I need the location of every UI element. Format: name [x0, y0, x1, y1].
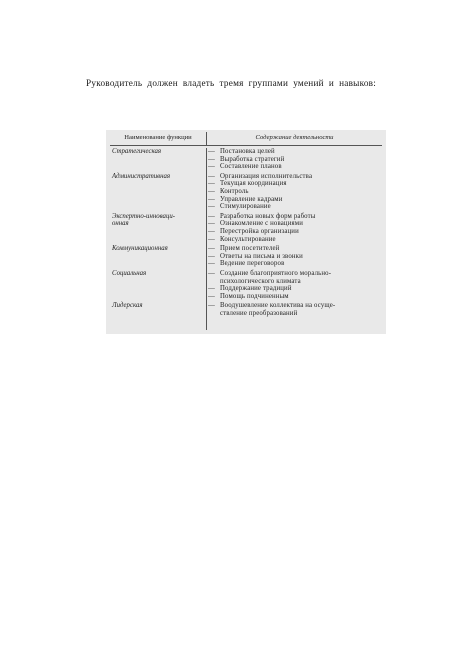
- table-row: [110, 302, 382, 317]
- activity-dash: —: [208, 252, 215, 260]
- table-row: [110, 148, 382, 171]
- activity-text: Консультирование: [220, 235, 276, 243]
- activity-item: [208, 213, 382, 221]
- activity-item: [208, 148, 382, 156]
- activity-list: [204, 213, 382, 243]
- header-function-column: Наименование функции: [110, 132, 207, 145]
- activity-dash: —: [208, 245, 215, 253]
- activity-text: ствление преобразований: [220, 309, 298, 317]
- functions-table-image: [106, 130, 386, 334]
- activity-dash: —: [208, 227, 215, 235]
- function-name: [110, 148, 204, 171]
- activity-dash: —: [208, 195, 215, 203]
- activity-item: [208, 236, 382, 244]
- function-name-line: Коммуникационная: [112, 245, 168, 253]
- function-name-line: Лидерская: [112, 302, 143, 310]
- header-content-column: Содержание деятельности: [255, 134, 334, 141]
- activity-text: Помощь подчиненным: [220, 292, 289, 300]
- activity-item: [208, 196, 382, 204]
- activity-text: Воодушевление коллектива на осуще-: [220, 302, 336, 310]
- activity-text: Текущая координация: [220, 180, 287, 188]
- activity-dash: —: [208, 172, 215, 180]
- table-row: [110, 270, 382, 300]
- activity-text: Создание благоприятного морально-: [220, 269, 332, 277]
- activity-text: Составление планов: [220, 163, 282, 171]
- activity-text: Управление кадрами: [220, 195, 283, 203]
- activity-item: [208, 156, 382, 164]
- activity-dash: —: [208, 155, 215, 163]
- table-header: [110, 132, 382, 146]
- activity-text: Ознакомление с новациями: [220, 220, 304, 228]
- activity-text: Стимулирование: [220, 203, 271, 211]
- function-name-line: Административная: [112, 172, 171, 180]
- activity-dash: —: [208, 220, 215, 228]
- activity-item: [208, 188, 382, 196]
- activity-list: [204, 270, 382, 300]
- function-name-line: Стратегическая: [112, 148, 162, 155]
- activity-text: психологического климата: [220, 277, 301, 285]
- activity-item: [208, 270, 382, 278]
- function-name-line: Социальная: [112, 269, 147, 277]
- activity-dash: —: [208, 187, 215, 195]
- activity-text: Поддержание традиций: [220, 285, 292, 293]
- table-row: [110, 245, 382, 268]
- activity-dash: —: [208, 148, 215, 155]
- activity-dash: —: [208, 292, 215, 300]
- activity-item: [208, 260, 382, 268]
- activity-text: Прием посетителей: [220, 245, 280, 253]
- function-name: [110, 245, 204, 268]
- activity-dash: —: [208, 212, 215, 220]
- activity-text: Ведение переговоров: [220, 260, 285, 268]
- activity-dash: —: [208, 285, 215, 293]
- activity-list: [204, 173, 382, 211]
- table-body: [110, 148, 382, 334]
- activity-text: Организация исполнительства: [220, 172, 313, 180]
- activity-dash: —: [208, 269, 215, 277]
- activity-text: Выработка стратегий: [220, 155, 285, 163]
- activity-item: [208, 220, 382, 228]
- activity-dash: —: [208, 302, 215, 310]
- activity-item: [208, 302, 382, 310]
- function-name-line: Экспертно-инновaци-: [112, 212, 176, 220]
- activity-list: [204, 148, 382, 171]
- activity-item: [208, 310, 382, 318]
- activity-list: [204, 302, 382, 317]
- table-row: [110, 213, 382, 243]
- activity-item: [208, 163, 382, 171]
- activity-item: [208, 203, 382, 211]
- activity-list: [204, 245, 382, 268]
- column-divider: [206, 148, 207, 330]
- activity-dash: —: [208, 163, 215, 171]
- activity-text: Контроль: [220, 187, 249, 195]
- activity-item: [208, 228, 382, 236]
- function-name-line: онная: [112, 220, 129, 228]
- table-row: [110, 173, 382, 211]
- activity-dash: —: [208, 203, 215, 211]
- function-name: [110, 173, 204, 211]
- activity-dash: —: [208, 180, 215, 188]
- activity-item: [208, 173, 382, 181]
- activity-item: [208, 278, 382, 286]
- activity-item: [208, 285, 382, 293]
- intro-paragraph: Руководитель должен владеть тремя группами умений и навыков:: [86, 78, 377, 89]
- activity-text: Постановка целей: [220, 148, 275, 155]
- function-name: [110, 213, 204, 243]
- function-name: [110, 302, 204, 317]
- activity-dash: —: [208, 235, 215, 243]
- activity-item: [208, 293, 382, 301]
- activity-text: Разработка новых форм работы: [220, 212, 316, 220]
- activity-dash: —: [208, 260, 215, 268]
- activity-item: [208, 180, 382, 188]
- function-name: [110, 270, 204, 300]
- activity-item: [208, 253, 382, 261]
- activity-item: [208, 245, 382, 253]
- activity-text: Ответы на письма и звонки: [220, 252, 303, 260]
- activity-text: Перестройка организации: [220, 227, 299, 235]
